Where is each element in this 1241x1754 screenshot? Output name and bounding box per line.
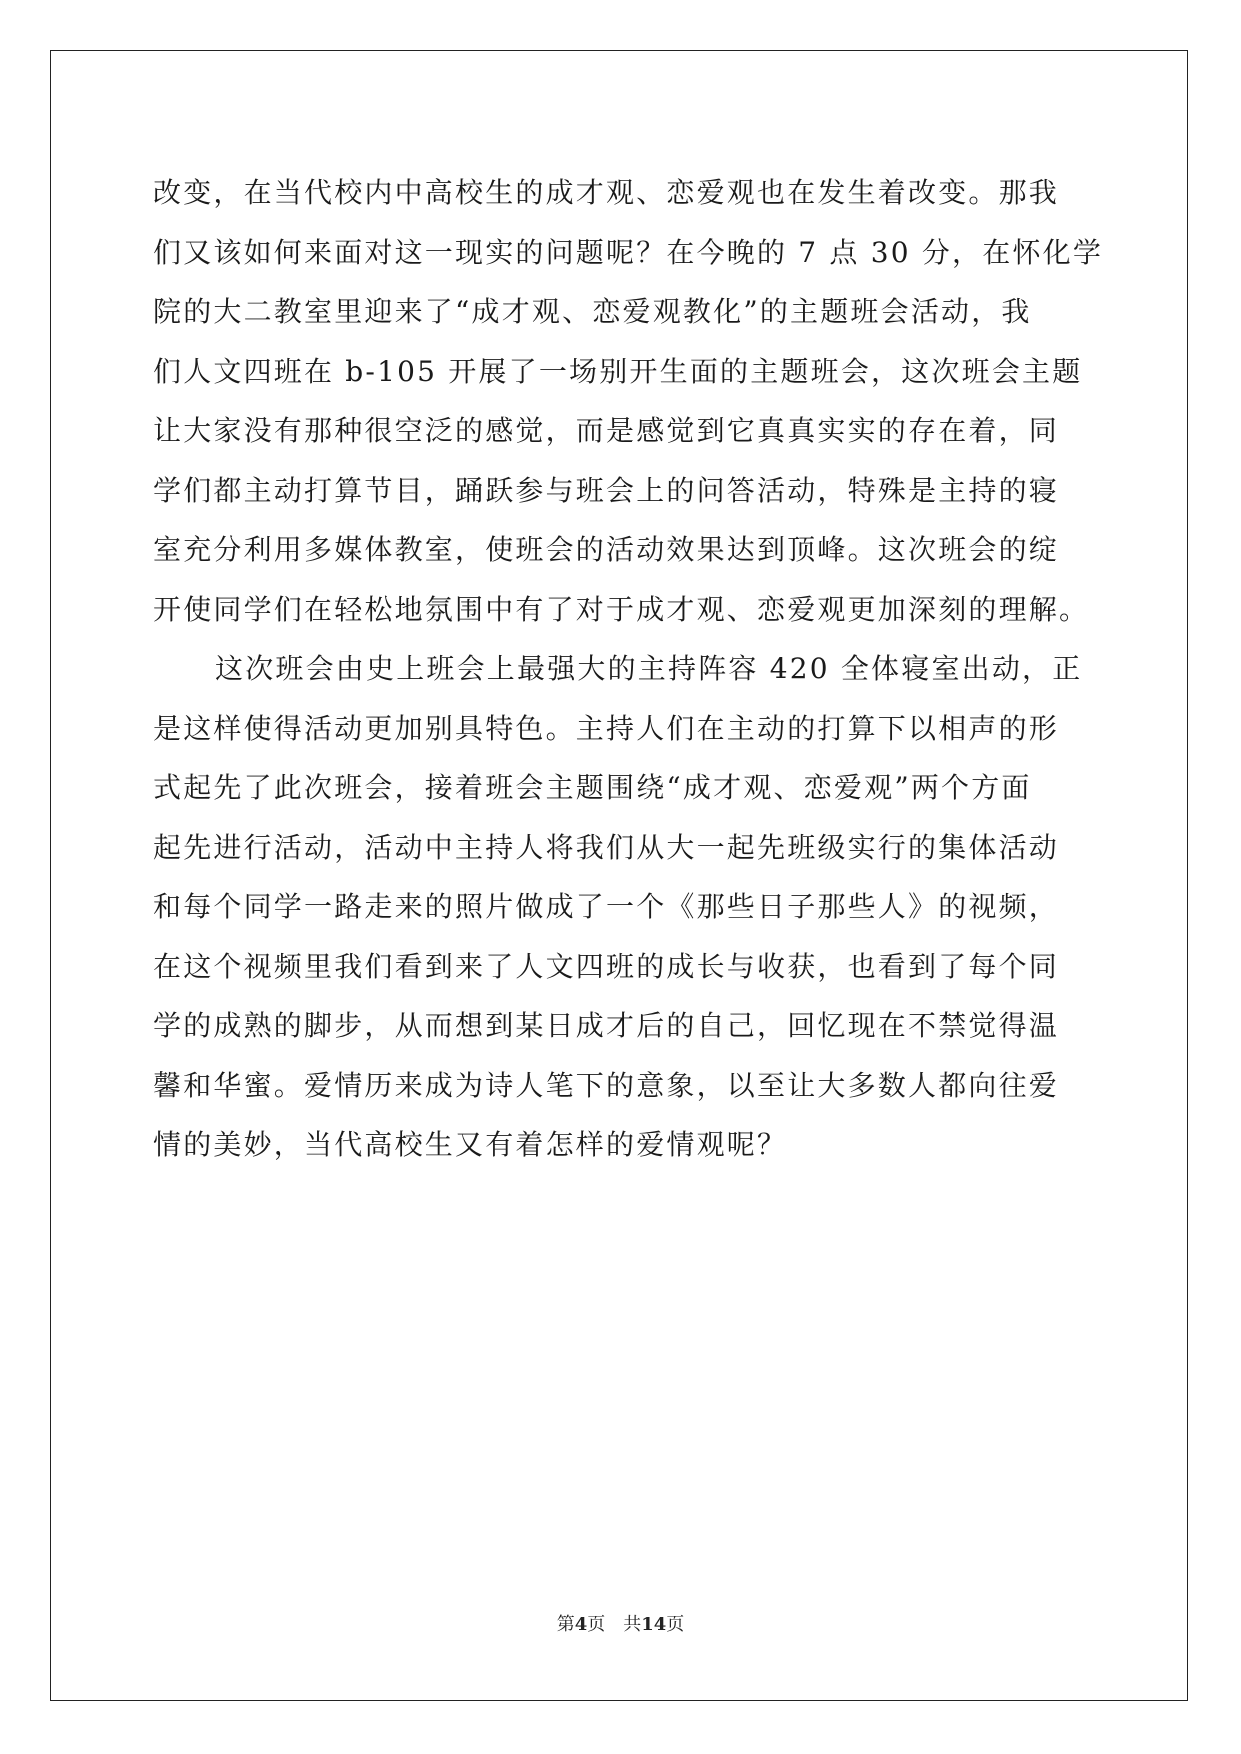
current-page-number: 4 xyxy=(574,1614,588,1635)
text-line: 在这个视频里我们看到来了人文四班的成长与收获，也看到了每个同 xyxy=(153,949,1060,983)
text-line: 起先进行活动，活动中主持人将我们从大一起先班级实行的集体活动 xyxy=(153,830,1060,864)
text-line: 学的成熟的脚步，从而想到某日成才后的自己，回忆现在不禁觉得温 xyxy=(153,1009,1060,1042)
text-line: 馨和华蜜。爱情历来成为诗人笔下的意象，以至让大多数人都向往爱 xyxy=(153,1068,1060,1102)
document-body xyxy=(153,163,1104,1175)
text-line: 和每个同学一路走来的照片做成了一个《那些日子那些人》的视频， xyxy=(153,890,1060,923)
total-pages-number: 14 xyxy=(641,1614,667,1635)
text-line: 们又该如何来面对这一现实的问题呢？在今晚的 7 点 30 分，在怀化学 xyxy=(153,235,1104,269)
footer-prefix: 第 xyxy=(556,1614,575,1635)
text-line: 们人文四班在 b-105 开展了一场别开生面的主题班会，这次班会主题 xyxy=(153,354,1083,388)
footer-total-prefix: 共 xyxy=(623,1614,642,1635)
text-line: 式起先了此次班会，接着班会主题围绕“成才观、恋爱观”两个方面 xyxy=(153,771,1032,804)
text-line: 情的美妙，当代高校生又有着怎样的爱情观呢？ xyxy=(153,1128,788,1161)
paragraph-first-line: 这次班会由史上班会上最强大的主持阵容 420 全体寝室出动，正 xyxy=(215,652,1083,685)
text-line: 室充分利用多媒体教室，使班会的活动效果达到顶峰。这次班会的绽 xyxy=(153,533,1060,566)
text-line: 是这样使得活动更加别具特色。主持人们在主动的打算下以相声的形 xyxy=(153,711,1060,745)
text-line: 开使同学们在轻松地氛围中有了对于成才观、恋爱观更加深刻的理解。 xyxy=(153,592,1090,626)
footer-page-unit: 页 xyxy=(587,1614,606,1635)
text-line: 改变，在当代校内中高校生的成才观、恋爱观也在发生着改变。那我 xyxy=(153,176,1060,209)
page-number-footer xyxy=(0,1614,1241,1636)
footer-total-unit: 页 xyxy=(666,1614,685,1635)
text-line: 学们都主动打算节目，踊跃参与班会上的问答活动，特殊是主持的寝 xyxy=(153,473,1060,507)
text-line: 院的大二教室里迎来了“成才观、恋爱观教化”的主题班会活动，我 xyxy=(153,295,1032,328)
text-line: 让大家没有那种很空泛的感觉，而是感觉到它真真实实的存在着，同 xyxy=(153,414,1060,447)
